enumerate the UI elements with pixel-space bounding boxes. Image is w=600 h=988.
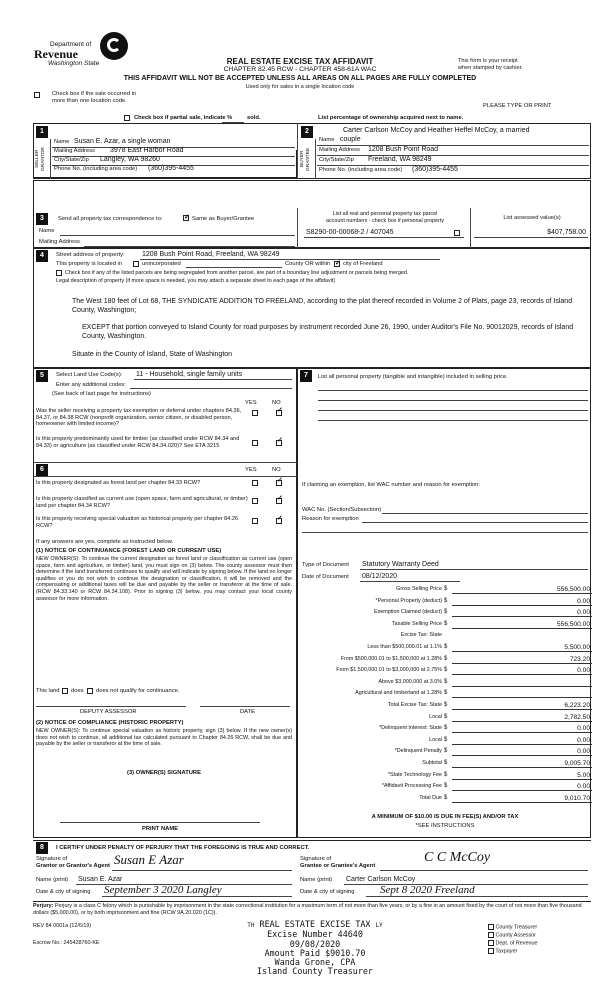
escrow-number: Escrow No.: 245428760-KE bbox=[33, 940, 100, 946]
fee-label: Taxable Selling Price bbox=[391, 620, 442, 627]
fee-value: 0.00 bbox=[452, 737, 592, 745]
land-use-label: Select Land Use Code(s): bbox=[56, 372, 123, 378]
fee-value: 6,223.20 bbox=[452, 702, 592, 710]
stamp-line-6: Island County Treasurer bbox=[257, 966, 373, 977]
legal-paragraph-3: Situate in the County of Island, State of Washington bbox=[72, 351, 233, 358]
stamp-line-3: 09/08/2020 bbox=[289, 938, 341, 949]
copy-taxpayer bbox=[488, 948, 537, 956]
fee-dollar-sign: $ bbox=[444, 609, 448, 616]
s6-q2-yes-checkbox[interactable] bbox=[252, 498, 258, 504]
buyer-city-value: Freeland, WA 98249 bbox=[368, 156, 432, 163]
fee-value: 0.00 bbox=[452, 748, 592, 756]
stamp-line-4: Amount Paid $9010.70 bbox=[264, 947, 366, 958]
see-back-note: (See back of last page for instructions) bbox=[52, 391, 151, 397]
deputy-assessor-label: DEPUTY ASSESSOR bbox=[80, 709, 137, 715]
grantor-date-label: Date & city of signing bbox=[36, 889, 91, 895]
fee-label: *Delinquent Penalty bbox=[394, 748, 442, 755]
form-warning: THIS AFFIDAVIT WILL NOT BE ACCEPTED UNLESS ALL AREAS ON ALL PAGES ARE FULLY COMPLETED bbox=[123, 75, 477, 82]
perjury-text: Perjury is a class C felony which is punishable by imprisonment in the state correctional institution for a maximum term of not more than five years, or by a fine in an amount fixed by the court of not more than five thousand dollars ($5,000.00), or by both imprisonment and fine (RCW 9A.20.020 (1C)). bbox=[33, 903, 582, 916]
doc-type-label: Type of Document bbox=[302, 562, 350, 568]
street-address-line bbox=[140, 259, 440, 260]
doc-type-value: Statutory Warranty Deed bbox=[362, 561, 439, 568]
parcel-value: S8290-00-00068-2 / 407045 bbox=[306, 229, 394, 236]
fee-row bbox=[302, 748, 592, 757]
section-6-badge: 6 bbox=[36, 464, 48, 476]
fee-label: Subtotal bbox=[422, 760, 442, 766]
s5-no-header: NO bbox=[272, 400, 281, 406]
buyer-name-line bbox=[317, 145, 589, 146]
partial-sale-checkbox[interactable] bbox=[124, 115, 130, 122]
form-chapter: CHAPTER 82.45 RCW - CHAPTER 458-61A WAC bbox=[223, 66, 377, 73]
land-use-value: 11 - Household, single family units bbox=[136, 371, 243, 378]
s6-q1-no-checkbox[interactable] bbox=[276, 480, 282, 486]
personal-property-line-3[interactable] bbox=[318, 410, 588, 411]
fee-value bbox=[452, 679, 592, 687]
assessor-date-line[interactable] bbox=[200, 706, 290, 707]
fee-value: 5,500.00 bbox=[452, 644, 592, 652]
county-field[interactable] bbox=[186, 267, 282, 268]
buyer-name-label: Name bbox=[319, 137, 335, 143]
s5-q2-no-checkbox[interactable] bbox=[276, 440, 282, 446]
does-not-checkbox[interactable] bbox=[87, 688, 93, 695]
fee-value: 9,010.70 bbox=[452, 795, 592, 803]
fee-label: Agricultural and timberland at 1.28% bbox=[355, 690, 442, 697]
land-use-line bbox=[134, 379, 292, 380]
seller-address-value: 3978 East Harbor Road bbox=[110, 147, 184, 154]
fee-value: 0.00 bbox=[452, 725, 592, 733]
grantor-date-line bbox=[102, 896, 292, 897]
grantee-sig-label-1: Signature of bbox=[300, 856, 332, 862]
dor-logo bbox=[34, 32, 134, 70]
section3-divider bbox=[297, 208, 298, 248]
buyer-address-value: 1208 Bush Point Road bbox=[368, 146, 439, 153]
seller-city-label: City/State/Zip bbox=[54, 157, 89, 163]
s6-question-3 bbox=[36, 516, 290, 529]
fee-row bbox=[302, 621, 592, 630]
fee-value: 0.00 bbox=[452, 667, 592, 675]
fee-row bbox=[302, 656, 592, 665]
reason-field-1[interactable] bbox=[362, 522, 588, 523]
copy-county-treasurer-checkbox[interactable] bbox=[488, 924, 494, 930]
fee-dollar-sign: $ bbox=[444, 771, 448, 778]
fee-label: *Delinquent Interest: State bbox=[379, 725, 442, 732]
fee-value: 723.20 bbox=[452, 656, 592, 664]
s6-q2-text: Is this property classified as current use (open space, farm and agricultural, or timber) land per chapter 84.34 RCW? bbox=[36, 496, 248, 509]
county-or-label: County OR within bbox=[285, 261, 331, 267]
fee-label: Excise Tax: State bbox=[400, 632, 442, 639]
seller-city-value: Langley, WA 98260 bbox=[100, 156, 160, 163]
stamp-suffix: LY bbox=[375, 922, 383, 929]
buyer-name-value-1: Carter Carlson McCoy and Heather Heffel McCoy, a married bbox=[343, 127, 530, 134]
does-label: does bbox=[71, 688, 84, 694]
s5-q1-yes-checkbox[interactable] bbox=[252, 410, 258, 416]
s5-q1-no-checkbox[interactable] bbox=[276, 410, 282, 416]
fee-dollar-sign: $ bbox=[444, 736, 448, 743]
fee-label: Local bbox=[429, 736, 442, 743]
section-7-badge: 7 bbox=[300, 370, 312, 382]
fee-row bbox=[302, 586, 592, 595]
copy-county-treasurer-label: County Treasurer bbox=[495, 924, 538, 931]
fee-dollar-sign: $ bbox=[444, 644, 448, 650]
does-not-label: does not qualify for continuance. bbox=[96, 688, 180, 694]
s5-yes-header: YES bbox=[245, 400, 257, 406]
seller-address-label: Mailing Address bbox=[54, 148, 95, 154]
copy-dept-revenue-label: Dept. of Revenue bbox=[495, 940, 538, 947]
form-number: REV 84 0001a (12/6/19) bbox=[33, 923, 92, 929]
s6-q1-yes-checkbox[interactable] bbox=[252, 480, 258, 486]
fee-dollar-sign: $ bbox=[444, 586, 448, 592]
does-checkbox[interactable] bbox=[62, 688, 68, 695]
fee-row bbox=[302, 737, 592, 746]
street-address-label: Street address of property: bbox=[56, 252, 125, 258]
s6-q3-no-checkbox[interactable] bbox=[276, 518, 282, 524]
s5-question-1 bbox=[36, 408, 290, 428]
fee-row bbox=[302, 760, 592, 769]
fee-dollar-sign: $ bbox=[444, 725, 448, 732]
send-correspondence-label: Send all property tax correspondence to: bbox=[58, 216, 163, 222]
fee-value: 2,782.50 bbox=[452, 714, 592, 722]
stamp-line-5: Wanda Grone, CPA bbox=[274, 957, 356, 968]
buyer-address-label: Mailing Address bbox=[319, 147, 360, 153]
see-instructions-note: *SEE INSTRUCTIONS bbox=[415, 823, 475, 829]
single-location-note: Used only for sales in a single location code bbox=[245, 84, 355, 90]
fee-dollar-sign: $ bbox=[444, 760, 448, 766]
street-address-value: 1208 Bush Point Road, Freeland, WA 98249 bbox=[142, 251, 280, 258]
s6-question-2 bbox=[36, 496, 290, 509]
parties-divider bbox=[297, 123, 298, 179]
same-as-buyer-checkbox[interactable] bbox=[183, 215, 189, 222]
fee-value: 556,500.00 bbox=[452, 586, 592, 594]
fee-dollar-sign: $ bbox=[444, 667, 448, 674]
fee-value: 0.00 bbox=[452, 609, 592, 617]
ownership-pct-note: List percentage of ownership acquired next to name. bbox=[318, 115, 464, 121]
doc-type-line bbox=[360, 569, 588, 570]
treasurer-stamp bbox=[230, 920, 400, 977]
grantor-date-value[interactable]: September 3 2020 Langley bbox=[104, 884, 222, 896]
assessor-date-label: DATE bbox=[240, 709, 256, 715]
section-5-badge: 5 bbox=[36, 370, 48, 382]
form-title: REAL ESTATE EXCISE TAX AFFIDAVIT bbox=[226, 57, 374, 66]
copy-distribution bbox=[488, 924, 537, 956]
copy-dept-revenue-checkbox[interactable] bbox=[488, 940, 494, 946]
wac-label: WAC No. (Section/Subsection) bbox=[302, 507, 382, 513]
grantor-sig-label-1: Signature of bbox=[36, 856, 68, 862]
logo-dept-line2: Revenue bbox=[34, 47, 78, 61]
seller-label-divider bbox=[50, 139, 51, 179]
s5-q1-text: Was the seller receiving a property tax exemption or deferral under chapters 84.36, 84.37, or 84.38 RCW (nonprofit organization, senior citizen, or disabled person, homeowner with limited income)? bbox=[36, 408, 242, 428]
section-6-divider bbox=[33, 462, 297, 463]
section-3-top bbox=[33, 180, 591, 209]
parcel-header-1: List all real and personal property tax parcel bbox=[332, 211, 438, 217]
fee-label: Exemption Claimed (deduct) bbox=[373, 609, 442, 616]
s3-name-label: Name bbox=[39, 228, 55, 234]
fee-value: 0.00 bbox=[452, 598, 592, 606]
grantor-name-label: Name (print) bbox=[36, 877, 69, 883]
fee-label: *Affidavit Processing Fee bbox=[381, 783, 442, 790]
notice-1-title: (1) NOTICE OF CONTINUANCE (FOREST LAND OR CURRENT USE) bbox=[36, 548, 222, 554]
if-yes-note: If any answers are yes, complete as instructed below. bbox=[36, 539, 174, 545]
fee-value: 5.00 bbox=[452, 772, 592, 780]
s6-q3-text: Is this property receiving special valuation as historical property per chapter 84.26 RCW? bbox=[36, 516, 239, 529]
grantor-sig-line bbox=[112, 870, 292, 871]
fee-row bbox=[302, 644, 592, 653]
personal-property-line-2[interactable] bbox=[318, 400, 588, 401]
fee-value: 0.00 bbox=[452, 783, 592, 791]
parcel-1-checkbox[interactable] bbox=[454, 230, 460, 237]
logo-emblem-swirl-icon bbox=[107, 38, 121, 52]
copy-county-assessor bbox=[488, 932, 537, 940]
grantee-name-label: Name (print) bbox=[300, 877, 333, 883]
certify-statement: I CERTIFY UNDER PENALTY OF PERJURY THAT THE FOREGOING IS TRUE AND CORRECT. bbox=[56, 845, 310, 851]
within-city-checkbox[interactable] bbox=[334, 261, 340, 268]
notice-2-body: NEW OWNER(S): To continue special valuation as historic property, sign (3) below. If the new owner(s) does not wish to continue, all additional tax calculated pursuant to Chapter 84.26 RCW, shall be due and payable by the seller or transferor at the time of sale. bbox=[36, 728, 292, 748]
parcel-1-line bbox=[304, 237, 464, 238]
stamp-prefix: TH bbox=[247, 922, 255, 929]
multi-location-label-1: Check box if the sale occurred in bbox=[52, 91, 137, 97]
buyer-phone-value: (360)395-4455 bbox=[412, 166, 458, 173]
s6-no-header: NO bbox=[272, 467, 281, 473]
this-land-label: This land bbox=[36, 688, 60, 694]
grantee-sig-label-2: Grantee or Grantee's Agent bbox=[300, 863, 376, 869]
parcel-assessed-divider bbox=[470, 208, 471, 248]
fee-label: Total Due bbox=[419, 794, 442, 801]
fee-value: 9,005.70 bbox=[452, 760, 592, 768]
fee-dollar-sign: $ bbox=[444, 794, 448, 801]
s5-question-2 bbox=[36, 436, 290, 449]
grantee-date-label: Date & city of signing bbox=[300, 889, 355, 895]
copy-dept-revenue bbox=[488, 940, 537, 948]
legal-paragraph-2: EXCEPT that portion conveyed to Island County for road purposes by instrument recorded June 26, 1990, under Auditor's File No. 90012029, records of Island County, Washington. bbox=[82, 324, 574, 340]
section-2-badge: 2 bbox=[301, 126, 313, 138]
minimum-due-note: A MINIMUM OF $10.00 IS DUE IN FEE(S) AND/OR TAX bbox=[371, 814, 519, 820]
fee-dollar-sign: $ bbox=[444, 597, 448, 604]
buyer-name-value-2: couple bbox=[340, 136, 361, 143]
fee-dollar-sign: $ bbox=[444, 655, 448, 662]
copy-taxpayer-checkbox[interactable] bbox=[488, 948, 494, 954]
s6-q2-no-checkbox[interactable] bbox=[276, 498, 282, 504]
grantee-sig-line bbox=[380, 870, 588, 871]
doc-date-line bbox=[360, 581, 460, 582]
perjury-label: Perjury: bbox=[33, 903, 54, 909]
fee-value bbox=[452, 690, 592, 698]
reason-label: Reason for exemption bbox=[302, 516, 359, 522]
section-3-badge: 3 bbox=[36, 213, 48, 225]
buyer-phone-label: Phone No. (including area code) bbox=[319, 167, 403, 173]
receipt-note-2: when stamped by cashier. bbox=[458, 65, 523, 71]
fee-row bbox=[302, 609, 592, 618]
additional-codes-field[interactable] bbox=[130, 388, 292, 389]
fee-label: Total Excise Tax: State bbox=[387, 702, 442, 708]
city-of-label: city of Freeland bbox=[343, 261, 383, 267]
legal-description-label: Legal description of property (if more space is needed, you may attach a separate sheet to each page of the affidavit) bbox=[56, 278, 336, 284]
buyer-city-label: City/State/Zip bbox=[319, 157, 354, 163]
fee-dollar-sign: $ bbox=[444, 783, 448, 790]
multi-location-label-2: more than one location code. bbox=[52, 98, 127, 104]
fee-row bbox=[302, 667, 592, 676]
s6-question-1 bbox=[36, 480, 290, 487]
section-1-badge: 1 bbox=[36, 126, 48, 138]
fee-label: Above $3,000,000 at 3.0% bbox=[378, 678, 442, 685]
fee-row bbox=[302, 783, 592, 792]
fee-row bbox=[302, 702, 592, 711]
fee-row bbox=[302, 725, 592, 734]
grantee-date-value[interactable]: Sept 8 2020 Freeland bbox=[380, 884, 475, 896]
buyer-label-divider bbox=[315, 139, 316, 179]
personal-property-label: List all personal property (tangible and intangible) included in selling price. bbox=[318, 374, 508, 380]
deputy-assessor-line[interactable] bbox=[36, 706, 186, 707]
perjury-notice bbox=[33, 903, 591, 916]
logo-dept-line1: Department of bbox=[50, 41, 92, 48]
fee-dollar-sign: $ bbox=[444, 690, 448, 697]
print-name-label: PRINT NAME bbox=[141, 826, 179, 832]
s6-q3-yes-checkbox[interactable] bbox=[252, 518, 258, 524]
fee-dollar-sign: $ bbox=[444, 748, 448, 755]
buyer-side-label: BUYER GRANTEE bbox=[300, 147, 311, 171]
grantee-date-line bbox=[366, 896, 588, 897]
stamp-line-2: Excise Number 44640 bbox=[267, 929, 363, 940]
grantor-signature[interactable]: Susan E Azar bbox=[114, 852, 184, 867]
s3-address-label: Mailing Address bbox=[39, 239, 80, 245]
multi-location-checkbox[interactable] bbox=[34, 92, 40, 99]
seller-phone-value: (360)395-4455 bbox=[148, 165, 194, 172]
fee-label: From $1,500,000.01 to $3,000,000 at 2.75% bbox=[336, 667, 442, 674]
s6-yes-header: YES bbox=[245, 467, 257, 473]
stamp-line-1: REAL ESTATE EXCISE TAX bbox=[259, 919, 371, 929]
copy-taxpayer-label: Taxpayer bbox=[495, 948, 518, 955]
fee-value: 556,500.00 bbox=[452, 621, 592, 629]
legal-paragraph-1: The West 180 feet of Lot 68, THE SYNDICATE ADDITION TO FREELAND, according to the plat thereof recorded in Volume 2 of Plats, page 23, records of Island County, Washington; bbox=[72, 298, 573, 314]
same-as-buyer-label: Same as Buyer/Grantee bbox=[192, 216, 255, 222]
grantee-signature[interactable]: C C McCoy bbox=[424, 850, 491, 865]
located-in-label: This property is located in bbox=[56, 261, 123, 267]
unincorporated-checkbox[interactable] bbox=[133, 261, 139, 268]
doc-date-label: Date of Document bbox=[302, 574, 349, 580]
fee-label: Local bbox=[429, 713, 442, 720]
exemption-label: If claiming an exemption, list WAC number and reason for exemption: bbox=[302, 482, 480, 488]
please-type-note: PLEASE TYPE OR PRINT bbox=[483, 103, 552, 109]
fee-label: *State Technology Fee bbox=[387, 771, 442, 778]
fee-dollar-sign: $ bbox=[444, 620, 448, 627]
copy-county-assessor-label: County Assessor bbox=[495, 932, 536, 939]
seller-name-label: Name bbox=[54, 139, 70, 145]
personal-property-line-1[interactable] bbox=[318, 390, 588, 391]
grantor-name-value: Susan E. Azar bbox=[78, 876, 123, 883]
fee-dollar-sign: $ bbox=[444, 678, 448, 685]
fee-row bbox=[302, 632, 592, 641]
segregated-label: Check box if any of the listed parcels are being segregated from another parcel, are part of a boundary line adjustment or parcels being merged. bbox=[65, 270, 409, 276]
buyer-address-line bbox=[317, 155, 589, 156]
parcel-header-2: account numbers - check box if personal property bbox=[325, 218, 445, 224]
wac-field[interactable] bbox=[382, 513, 588, 514]
s6-q1-text: Is this property designated as forest land per chapter 84.33 RCW? bbox=[36, 480, 201, 486]
grantee-name-value: Carter Carlson McCoy bbox=[346, 876, 416, 883]
fee-dollar-sign: $ bbox=[444, 702, 448, 708]
fee-row bbox=[302, 598, 592, 607]
fee-row bbox=[302, 772, 592, 781]
segregated-checkbox[interactable] bbox=[56, 270, 62, 277]
doc-date-value: 08/12/2020 bbox=[362, 573, 398, 580]
fee-label: Gross Selling Price bbox=[396, 586, 442, 592]
owner-signature-label: (3) OWNER(S) SIGNATURE bbox=[127, 770, 201, 776]
logo-dept-line3: Washington State bbox=[48, 60, 100, 67]
fee-row bbox=[302, 690, 592, 699]
unincorporated-label: unincorporated bbox=[142, 261, 181, 267]
copy-county-assessor-checkbox[interactable] bbox=[488, 932, 494, 938]
section-4-badge: 4 bbox=[36, 250, 48, 262]
partial-sale-sold: sold. bbox=[247, 115, 261, 121]
s5-q2-text: Is this property predominantly used for timber (as classified under RCW 84.34 and 84.33) or agriculture (as classified under RCW 84.34.020)? See ETA 3215 bbox=[36, 436, 240, 449]
grantor-sig-label-2: Grantor or Grantor's Agent bbox=[36, 863, 110, 869]
seller-phone-label: Phone No. (including area code) bbox=[54, 166, 138, 172]
fee-row bbox=[302, 679, 592, 688]
receipt-note-1: This form is your receipt bbox=[458, 58, 518, 64]
assessed-value: $407,758.00 bbox=[547, 229, 586, 236]
s3-name-field[interactable] bbox=[60, 235, 295, 236]
fee-dollar-sign: $ bbox=[444, 713, 448, 720]
notice-1-body: NEW OWNER(S): To continue the current designation as forest land or classification as current use (open space, farm and agriculture, or timber) land, you must sign on (3) below. The county assessor must then determine if the land transferred continues to qualify and will indicate by signing below. If the land no longer qualifies or you do not wish to continue the designation or classification, it will be removed and the compensating or additional taxes will be due and payable by the seller or transferor at the time of sale. (RCW 84.33.140 or RCW 84.34.108). Prior to signing (3) below, you may contact your local county assessor for more information. bbox=[36, 556, 292, 602]
fee-label: From $500,000.01 to $1,500,000 at 1.28% bbox=[340, 655, 442, 662]
additional-codes-label: Enter any additional codes: bbox=[56, 382, 126, 388]
fee-row bbox=[302, 714, 592, 723]
seller-side-label: SELLER GRANTOR bbox=[35, 147, 46, 171]
section-6-header-line bbox=[33, 476, 297, 477]
section-8-badge: 8 bbox=[36, 842, 48, 854]
fee-label: Less than $500,000.01 at 1.1% bbox=[367, 644, 442, 650]
s3-address-field[interactable] bbox=[84, 246, 295, 247]
fee-label: *Personal Property (deduct) bbox=[375, 597, 442, 604]
assessed-header: List assessed value(s) bbox=[503, 215, 561, 221]
fee-row bbox=[302, 795, 592, 804]
reason-field-2[interactable] bbox=[302, 532, 588, 533]
copy-county-treasurer bbox=[488, 924, 537, 932]
partial-sale-label: Check box if partial sale, indicate % bbox=[134, 115, 233, 121]
print-name-line[interactable] bbox=[60, 822, 260, 823]
seller-name-value: Susan E. Azar, a single woman bbox=[74, 138, 171, 145]
personal-property-line-4[interactable] bbox=[318, 420, 588, 421]
assessed-1-line bbox=[474, 237, 588, 238]
s5-q2-yes-checkbox[interactable] bbox=[252, 440, 258, 446]
notice-2-title: (2) NOTICE OF COMPLIANCE (HISTORIC PROPERTY) bbox=[36, 720, 184, 726]
